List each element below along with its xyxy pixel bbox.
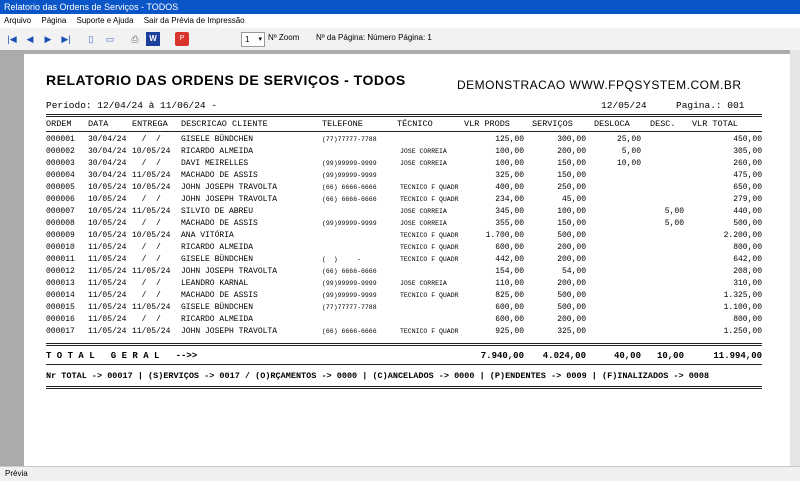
divider [46,364,762,365]
cell-data: 30/04/24 [88,147,127,156]
cell-entrega: 11/05/24 [132,303,171,312]
cell-tecnico: JOSE CORREIA [400,280,447,287]
cell-telefone: (99)99999-9999 [322,172,377,179]
cell-telefone: (66) 6666-6666 [322,268,377,275]
menu-sair[interactable]: Sair da Prévia de Impressão [143,16,245,25]
divider [46,131,762,132]
cell-servicos: 200,00 [557,147,586,156]
report-page [24,54,790,466]
col-desloca: DESLOCA [594,119,630,129]
cell-data: 11/05/24 [88,255,127,264]
zoom-select[interactable] [241,32,265,47]
cell-servicos: 100,00 [557,207,586,216]
cell-entrega: 10/05/24 [132,147,171,156]
next-page-icon[interactable]: ▶ [44,34,52,44]
cell-vlr-prods: 355,00 [495,219,524,228]
cell-vlr-prods: 600,00 [495,315,524,324]
cell-telefone: (99)99999-9999 [322,160,377,167]
totals-label: T O T A L G E R A L -->> [46,351,198,361]
cell-tecnico: TECNICO F QUADR [400,256,459,263]
cell-ordem: 000004 [46,171,75,180]
cell-vlr-prods: 100,00 [495,159,524,168]
cell-vlr-total: 450,00 [733,135,762,144]
cell-data: 11/05/24 [88,243,127,252]
menu-suporte[interactable]: Suporte e Ajuda [76,16,134,25]
cell-servicos: 500,00 [557,303,586,312]
cell-data: 10/05/24 [88,231,127,240]
cell-desloca: 5,00 [621,147,641,156]
cell-entrega: 11/05/24 [132,171,171,180]
cell-ordem: 000001 [46,135,75,144]
cell-vlr-prods: 125,00 [495,135,524,144]
cell-vlr-prods: 600,00 [495,243,524,252]
report-title: RELATORIO DAS ORDENS DE SERVIÇOS - TODOS [46,72,406,88]
cell-entrega: / / [132,255,161,264]
cell-vlr-prods: 400,00 [495,183,524,192]
cell-vlr-total: 500,00 [733,219,762,228]
cell-data: 11/05/24 [88,267,127,276]
cell-vlr-prods: 925,00 [495,327,524,336]
cell-ordem: 000005 [46,183,75,192]
cell-vlr-total: 260,00 [733,159,762,168]
cell-data: 11/05/24 [88,327,127,336]
cell-entrega: / / [132,315,161,324]
cell-tecnico: JOSE CORREIA [400,208,447,215]
cell-servicos: 150,00 [557,171,586,180]
cell-cliente: RICARDO ALMEIDA [181,243,254,252]
report-date: 12/05/24 [601,100,647,111]
window-title: Relatorio das Ordens de Serviços - TODOS [4,2,179,12]
cell-desc: 5,00 [664,207,684,216]
report-page-number: Pagina.: 001 [676,100,745,111]
cell-telefone: ( ) - [322,256,362,263]
cell-vlr-total: 1.325,00 [723,291,762,300]
cell-entrega: 11/05/24 [132,207,171,216]
cell-data: 10/05/24 [88,219,127,228]
cell-entrega: 11/05/24 [132,327,171,336]
cell-data: 10/05/24 [88,207,127,216]
cell-vlr-total: 440,00 [733,207,762,216]
cell-vlr-prods: 442,00 [495,255,524,264]
cell-cliente: RICARDO ALMEIDA [181,147,254,156]
cell-cliente: MACHADO DE ASSIS [181,291,258,300]
cell-ordem: 000009 [46,231,75,240]
cell-entrega: / / [132,195,161,204]
cell-data: 11/05/24 [88,279,127,288]
cell-telefone: (99)99999-9999 [322,220,377,227]
cell-entrega: 11/05/24 [132,267,171,276]
total-servicos: 4.024,00 [542,351,586,361]
cell-desloca: 25,00 [616,135,641,144]
cell-servicos: 200,00 [557,315,586,324]
cell-ordem: 000016 [46,315,75,324]
cell-cliente: MACHADO DE ASSIS [181,219,258,228]
cell-ordem: 000011 [46,255,75,264]
cell-ordem: 000010 [46,243,75,252]
cell-telefone: (77)77777-7788 [322,304,377,311]
cell-vlr-total: 800,00 [733,243,762,252]
cell-cliente: LEANDRO KARNAL [181,279,249,288]
page-number-label: Nº da Página: Número Página: 1 [316,33,432,42]
cell-vlr-prods: 325,00 [495,171,524,180]
cell-telefone: (77)77777-7788 [322,136,377,143]
cell-entrega: / / [132,279,161,288]
cell-servicos: 200,00 [557,243,586,252]
menu-bar [0,14,800,28]
cell-vlr-total: 650,00 [733,183,762,192]
vertical-scrollbar[interactable] [790,50,800,466]
col-vlr-total: VLR TOTAL [692,119,738,129]
cell-ordem: 000012 [46,267,75,276]
cell-data: 30/04/24 [88,135,127,144]
cell-cliente: ANA VITÓRIA [181,231,234,240]
cell-ordem: 000013 [46,279,75,288]
total-desc: 10,00 [656,351,684,361]
cell-ordem: 000007 [46,207,75,216]
cell-cliente: GISELE BÜNDCHEN [181,255,254,264]
cell-data: 30/04/24 [88,159,127,168]
cell-telefone: (66) 6666-6666 [322,196,377,203]
cell-servicos: 150,00 [557,219,586,228]
cell-data: 10/05/24 [88,183,127,192]
cell-vlr-total: 1.250,00 [723,327,762,336]
cell-data: 30/04/24 [88,171,127,180]
cell-vlr-prods: 154,00 [495,267,524,276]
cell-tecnico: TECNICO F QUADR [400,328,459,335]
cell-servicos: 250,00 [557,183,586,192]
multi-page-icon[interactable]: ▭ [105,34,115,44]
zoom-value: 1 [245,35,250,44]
divider [46,345,762,346]
divider [46,386,762,387]
cell-vlr-prods: 600,00 [495,303,524,312]
cell-vlr-total: 642,00 [733,255,762,264]
col-tecnico: TÉCNICO [397,119,433,129]
cell-cliente: SILVIO DE ABREU [181,207,254,216]
cell-ordem: 000008 [46,219,75,228]
cell-vlr-total: 800,00 [733,315,762,324]
cell-ordem: 000006 [46,195,75,204]
summary-counts: Nr TOTAL -> 00017 | (S)ERVIÇOS -> 0017 / (O)RÇAMENTOS -> 0000 | (C)ANCELADOS -> 0000 | (P)ENDENTES -> 0009 | (F)INALIZADOS -> 0008 [46,371,710,381]
cell-servicos: 325,00 [557,327,586,336]
cell-ordem: 000003 [46,159,75,168]
cell-ordem: 000015 [46,303,75,312]
menu-arquivo[interactable]: Arquivo [4,16,32,25]
cell-tecnico: TECNICO F QUADR [400,232,459,239]
cell-entrega: / / [132,291,161,300]
cell-telefone: (99)99999-9999 [322,292,377,299]
total-prods: 7.940,00 [480,351,524,361]
cell-vlr-total: 1.100,00 [723,303,762,312]
cell-ordem: 000002 [46,147,75,156]
cell-entrega: / / [132,159,161,168]
status-bar [0,466,800,481]
total-desloca: 40,00 [613,351,641,361]
cell-cliente: JOHN JOSEPH TRAVOLTA [181,327,278,336]
cell-servicos: 300,00 [557,135,586,144]
total-geral: 11.994,00 [713,351,762,361]
last-page-icon[interactable]: ▶| [61,34,71,44]
cell-tecnico: JOSE CORREIA [400,220,447,227]
cell-tecnico: TECNICO F QUADR [400,292,459,299]
cell-cliente: GISELE BÜNDCHEN [181,135,254,144]
report-period: Período: 12/04/24 à 11/06/24 - [46,100,218,111]
cell-tecnico: TECNICO F QUADR [400,196,459,203]
cell-vlr-total: 310,00 [733,279,762,288]
cell-servicos: 200,00 [557,255,586,264]
chevron-down-icon: ▾ [258,36,262,43]
cell-entrega: / / [132,135,161,144]
cell-servicos: 45,00 [561,195,586,204]
cell-vlr-total: 475,00 [733,171,762,180]
col-vlr-prods: VLR PRODS [464,119,510,129]
report-company: DEMONSTRACAO WWW.FPQSYSTEM.COM.BR [457,78,742,92]
zoom-label: Nº Zoom [268,33,300,42]
col-servicos: SERVIÇOS [532,119,573,129]
cell-cliente: MACHADO DE ASSIS [181,171,258,180]
window-titlebar [0,0,800,14]
divider [46,343,762,344]
single-page-icon[interactable]: ▯ [88,34,94,44]
col-desc: DESC. [650,119,676,129]
cell-ordem: 000017 [46,327,75,336]
cell-cliente: DAVI MEIRELLES [181,159,249,168]
cell-data: 10/05/24 [88,195,127,204]
cell-data: 11/05/24 [88,303,127,312]
cell-servicos: 54,00 [561,267,586,276]
preview-area [0,50,800,466]
cell-vlr-prods: 234,00 [495,195,524,204]
cell-tecnico: JOSE CORREIA [400,160,447,167]
word-export-icon[interactable]: W [146,32,160,46]
menu-pagina[interactable]: Página [41,16,67,25]
cell-entrega: 10/05/24 [132,183,171,192]
col-entrega: ENTREGA [132,119,168,129]
cell-telefone: (66) 6666-6666 [322,328,377,335]
cell-cliente: RICARDO ALMEIDA [181,315,254,324]
cell-tecnico: TECNICO F QUADR [400,244,459,251]
cell-ordem: 000014 [46,291,75,300]
col-cliente: DESCRICAO CLIENTE [181,119,268,129]
cell-vlr-prods: 1.700,00 [485,231,524,240]
divider [46,388,762,389]
cell-cliente: JOHN JOSEPH TRAVOLTA [181,267,278,276]
cell-cliente: JOHN JOSEPH TRAVOLTA [181,195,278,204]
first-page-icon[interactable]: |◀ [7,34,17,44]
cell-desloca: 10,00 [616,159,641,168]
cell-vlr-total: 305,00 [733,147,762,156]
pdf-export-icon[interactable]: P [175,32,189,46]
cell-cliente: JOHN JOSEPH TRAVOLTA [181,183,278,192]
col-ordem: ORDEM [46,119,72,129]
cell-servicos: 500,00 [557,231,586,240]
prev-page-icon[interactable]: ◀ [26,34,34,44]
cell-vlr-prods: 825,00 [495,291,524,300]
cell-entrega: / / [132,243,161,252]
cell-servicos: 500,00 [557,291,586,300]
cell-vlr-prods: 100,00 [495,147,524,156]
cell-vlr-total: 2.200,00 [723,231,762,240]
cell-desc: 5,00 [664,219,684,228]
cell-vlr-total: 279,00 [733,195,762,204]
status-text: Prévia [5,469,28,478]
col-telefone: TELEFONE [322,119,363,129]
cell-data: 11/05/24 [88,291,127,300]
cell-entrega: / / [132,219,161,228]
cell-telefone: (99)99999-9999 [322,280,377,287]
cell-data: 11/05/24 [88,315,127,324]
cell-vlr-prods: 110,00 [495,279,524,288]
col-data: DATA [88,119,109,129]
cell-vlr-total: 208,00 [733,267,762,276]
cell-servicos: 200,00 [557,279,586,288]
print-icon[interactable]: ⎙ [131,34,139,44]
cell-tecnico: JOSE CORREIA [400,148,447,155]
divider [46,116,762,117]
cell-vlr-prods: 345,00 [495,207,524,216]
cell-servicos: 150,00 [557,159,586,168]
cell-cliente: GISELE BÜNDCHEN [181,303,254,312]
cell-telefone: (66) 6666-6666 [322,184,377,191]
cell-tecnico: TECNICO F QUADR [400,184,459,191]
cell-entrega: 10/05/24 [132,231,171,240]
